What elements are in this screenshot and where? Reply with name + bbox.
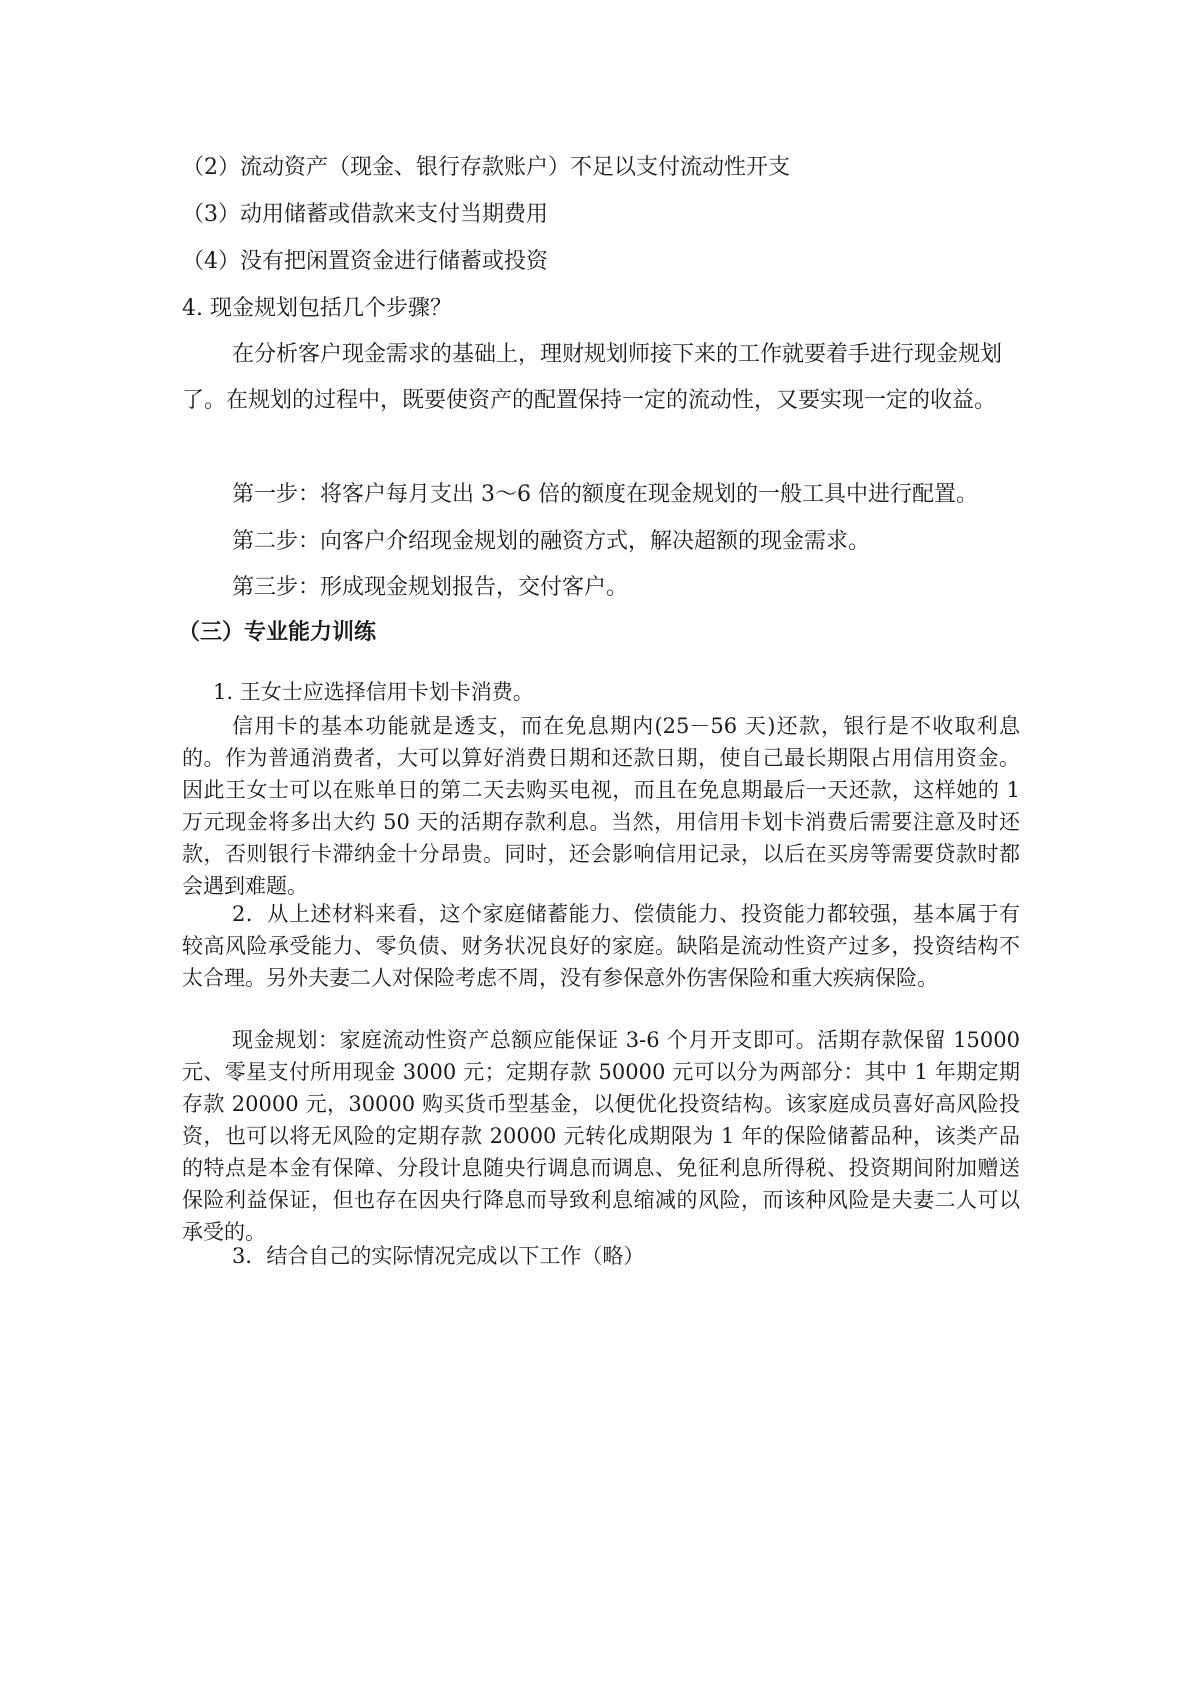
section-heading: （三）专业能力训练	[178, 620, 377, 645]
item-1-title: 1. 王女士应选择信用卡划卡消费。	[213, 680, 534, 704]
list-item: （3）动用储蓄或借款来支付当期费用	[182, 202, 548, 227]
question-intro-paragraph: 在分析客户现金需求的基础上，理财规划师接下来的工作就要着手进行现金规划了。在规划的过程中，既要使资产的配置保持一定的流动性，又要实现一定的收益。	[182, 342, 1003, 413]
step-1-text: 第一步：将客户每月支出 3～6 倍的额度在现金规划的一般工具中进行配置。	[232, 482, 978, 507]
list-item: （4）没有把闲置资金进行储蓄或投资	[182, 249, 548, 274]
item-3-title: 3．结合自己的实际情况完成以下工作（略）	[232, 1244, 645, 1268]
question-title: 4. 现金规划包括几个步骤？	[182, 296, 452, 321]
step-2-text: 第二步：向客户介绍现金规划的融资方式，解决超额的现金需求。	[232, 529, 871, 554]
item-2-plan: 现金规划：家庭流动性资产总额应能保证 3-6 个月开支即可。活期存款保留 15000 元、零星支付所用现金 3000 元；定期存款 50000 元可以分为两部分：其中 1 年期定期存款 20000 元，30000 购买货币型基金，以便优化投资结构。该家庭成员喜好高风险投资，也可以将无风险的定期存款 20000 元转化成期限为 1 年的保险储蓄品种，该类产品的特点是本金有保障、分段计息随央行调息而调息、免征利息所得税、投资期间附加赠送保险利益保证，但也存在因央行降息而导致利息缩减的风险，而该种风险是夫妻二人可以承受的。	[182, 1028, 1020, 1244]
step-3-text: 第三步：形成现金规划报告，交付客户。	[232, 575, 629, 600]
list-item: （2）流动资产（现金、银行存款账户）不足以支付流动性开支	[182, 155, 790, 180]
item-2-body: 2．从上述材料来看，这个家庭储蓄能力、偿债能力、投资能力都较强，基本属于有较高风险承受能力、零负债、财务状况良好的家庭。缺陷是流动性资产过多，投资结构不太合理。另外夫妻二人对保险考虑不周，没有参保意外伤害保险和重大疾病保险。	[182, 902, 1020, 990]
item-1-body: 信用卡的基本功能就是透支，而在免息期内(25－56 天)还款，银行是不收取利息的。作为普通消费者，大可以算好消费日期和还款日期，使自己最长期限占用信用资金。因此王女士可以在账单日的第二天去购买电视，而且在免息期最后一天还款，这样她的 1 万元现金将多出大约 50 天的活期存款利息。当然，用信用卡划卡消费后需要注意及时还款，否则银行卡滞纳金十分昂贵。同时，还会影响信用记录，以后在买房等需要贷款时都会遇到难题。	[182, 714, 1020, 898]
